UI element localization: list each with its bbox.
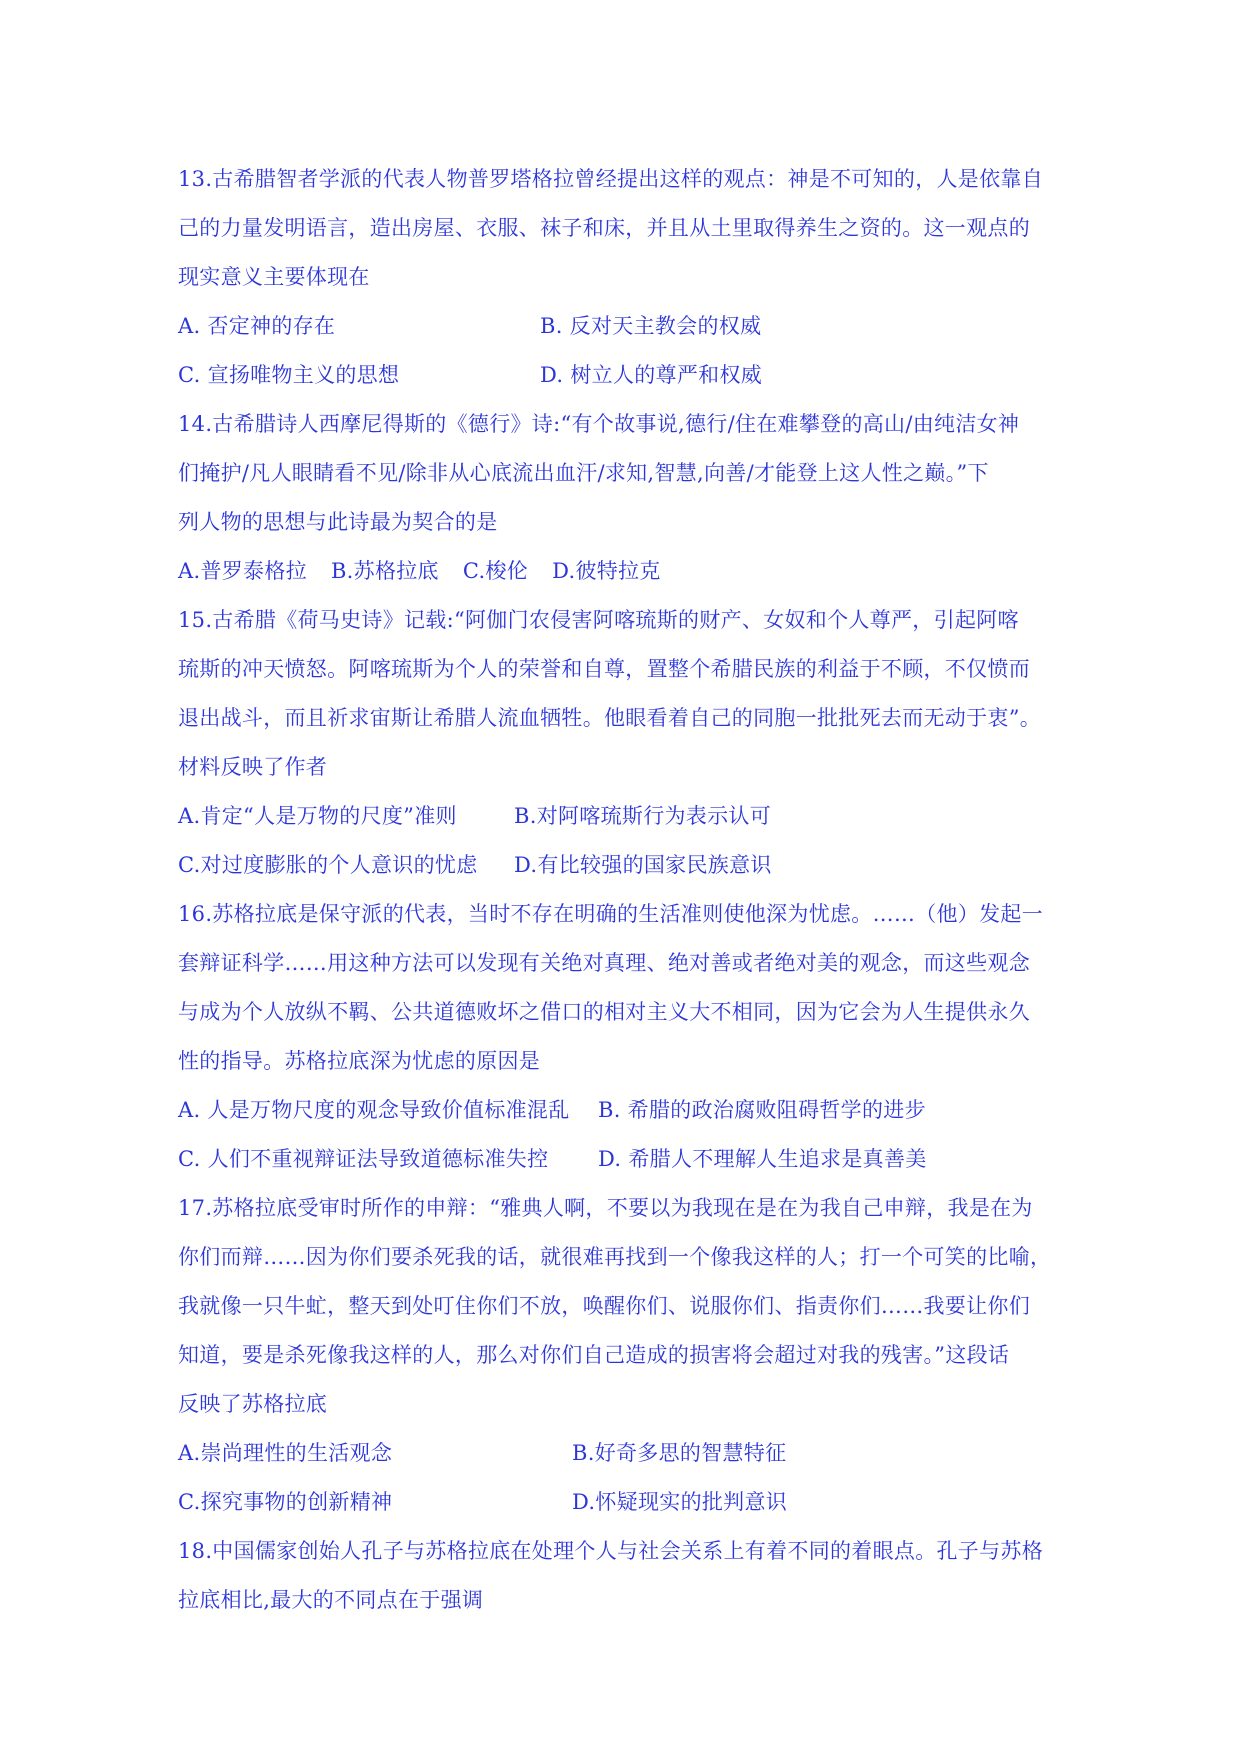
option-a: A. 否定神的存在 bbox=[178, 314, 336, 338]
question-stem-line: 拉底相比,最大的不同点在于强调 bbox=[178, 1588, 484, 1612]
option-c: C.对过度膨胀的个人意识的忧虑 bbox=[178, 853, 478, 877]
question-stem-line: 16.苏格拉底是保守派的代表，当时不存在明确的生活准则使他深为忧虑。……（他）发起一 bbox=[178, 902, 1043, 926]
option-b: B.对阿喀琉斯行为表示认可 bbox=[514, 804, 772, 828]
options-row bbox=[178, 1135, 1068, 1184]
option-c: C.梭伦 bbox=[462, 559, 529, 583]
question-stem-line: 13.古希腊智者学派的代表人物普罗塔格拉曾经提出这样的观点：神是不可知的，人是依靠自 bbox=[178, 167, 1043, 191]
question-stem-line: 17.苏格拉底受审时所作的申辩：“雅典人啊，不要以为我现在是在为我自己申辩，我是在为 bbox=[178, 1196, 1033, 1220]
option-a: A.普罗泰格拉 bbox=[178, 559, 307, 583]
options-row bbox=[178, 841, 1068, 890]
option-d: D.彼特拉克 bbox=[552, 559, 661, 583]
question-stem-line: 15.古希腊《荷马史诗》记载:“阿伽门农侵害阿喀琉斯的财产、女奴和个人尊严，引起阿喀 bbox=[178, 608, 1019, 632]
option-a: A. 人是万物尺度的观念导致价值标准混乱 bbox=[178, 1098, 570, 1122]
options-row bbox=[178, 1086, 1068, 1135]
question-stem-line: 现实意义主要体现在 bbox=[178, 265, 370, 289]
options-row bbox=[178, 792, 1068, 841]
option-d: D. 希腊人不理解人生追求是真善美 bbox=[598, 1147, 927, 1171]
question-18 bbox=[178, 1527, 1068, 1625]
option-b: B. 反对天主教会的权威 bbox=[540, 314, 762, 338]
options-row bbox=[178, 547, 1068, 596]
question-17 bbox=[178, 1184, 1068, 1527]
option-d: D. 树立人的尊严和权威 bbox=[540, 363, 763, 387]
question-stem-line: 材料反映了作者 bbox=[178, 755, 328, 779]
question-stem-line: 套辩证科学……用这种方法可以发现有关绝对真理、绝对善或者绝对美的观念，而这些观念 bbox=[178, 951, 1030, 975]
options-row bbox=[178, 302, 1068, 351]
option-c: C. 人们不重视辩证法导致道德标准失控 bbox=[178, 1147, 549, 1171]
option-b: B. 希腊的政治腐败阻碍哲学的进步 bbox=[598, 1098, 926, 1122]
question-stem-line: 18.中国儒家创始人孔子与苏格拉底在处理个人与社会关系上有着不同的着眼点。孔子与苏格 bbox=[178, 1539, 1043, 1563]
option-c: C.探究事物的创新精神 bbox=[178, 1490, 393, 1514]
option-d: D.怀疑现实的批判意识 bbox=[572, 1490, 788, 1514]
option-a: A.肯定“人是万物的尺度”准则 bbox=[178, 804, 457, 828]
question-stem-line: 列人物的思想与此诗最为契合的是 bbox=[178, 510, 498, 534]
question-15 bbox=[178, 596, 1068, 890]
question-list bbox=[178, 155, 1068, 1625]
option-b: B.苏格拉底 bbox=[330, 559, 439, 583]
options-row bbox=[178, 1429, 1068, 1478]
question-stem-line: 你们而辩……因为你们要杀死我的话，就很难再找到一个像我这样的人；打一个可笑的比喻， bbox=[178, 1245, 1052, 1269]
question-stem-line: 退出战斗，而且祈求宙斯让希腊人流血牺牲。他眼看着自己的同胞一批批死去而无动于衷”。 bbox=[178, 706, 1042, 730]
option-c: C. 宣扬唯物主义的思想 bbox=[178, 363, 400, 387]
options-row bbox=[178, 1478, 1068, 1527]
question-14 bbox=[178, 400, 1068, 596]
option-b: B.好奇多思的智慧特征 bbox=[572, 1441, 787, 1465]
option-d: D.有比较强的国家民族意识 bbox=[514, 853, 772, 877]
question-13 bbox=[178, 155, 1068, 400]
option-a: A.崇尚理性的生活观念 bbox=[178, 1441, 393, 1465]
question-16 bbox=[178, 890, 1068, 1184]
question-stem-line: 反映了苏格拉底 bbox=[178, 1392, 328, 1416]
question-stem-line: 己的力量发明语言，造出房屋、衣服、袜子和床，并且从土里取得养生之资的。这一观点的 bbox=[178, 216, 1030, 240]
question-stem-line: 我就像一只牛虻，整天到处叮住你们不放，唤醒你们、说服你们、指责你们……我要让你们 bbox=[178, 1294, 1030, 1318]
question-stem-line: 14.古希腊诗人西摩尼得斯的《德行》诗:“有个故事说,德行/住在难攀登的高山/由纯洁女神 bbox=[178, 412, 1020, 436]
question-stem-line: 琉斯的冲天愤怒。阿喀琉斯为个人的荣誉和自尊，置整个希腊民族的利益于不顾，不仅愤而 bbox=[178, 657, 1030, 681]
question-stem-line: 知道，要是杀死像我这样的人，那么对你们自己造成的损害将会超过对我的残害。”这段话 bbox=[178, 1343, 1010, 1367]
question-stem-line: 们掩护/凡人眼睛看不见/除非从心底流出血汗/求知,智慧,向善/才能登上这人性之巅。”下 bbox=[178, 461, 989, 485]
question-stem-line: 与成为个人放纵不羁、公共道德败坏之借口的相对主义大不相同，因为它会为人生提供永久 bbox=[178, 1000, 1030, 1024]
options-row bbox=[178, 351, 1068, 400]
question-stem-line: 性的指导。苏格拉底深为忧虑的原因是 bbox=[178, 1049, 541, 1073]
